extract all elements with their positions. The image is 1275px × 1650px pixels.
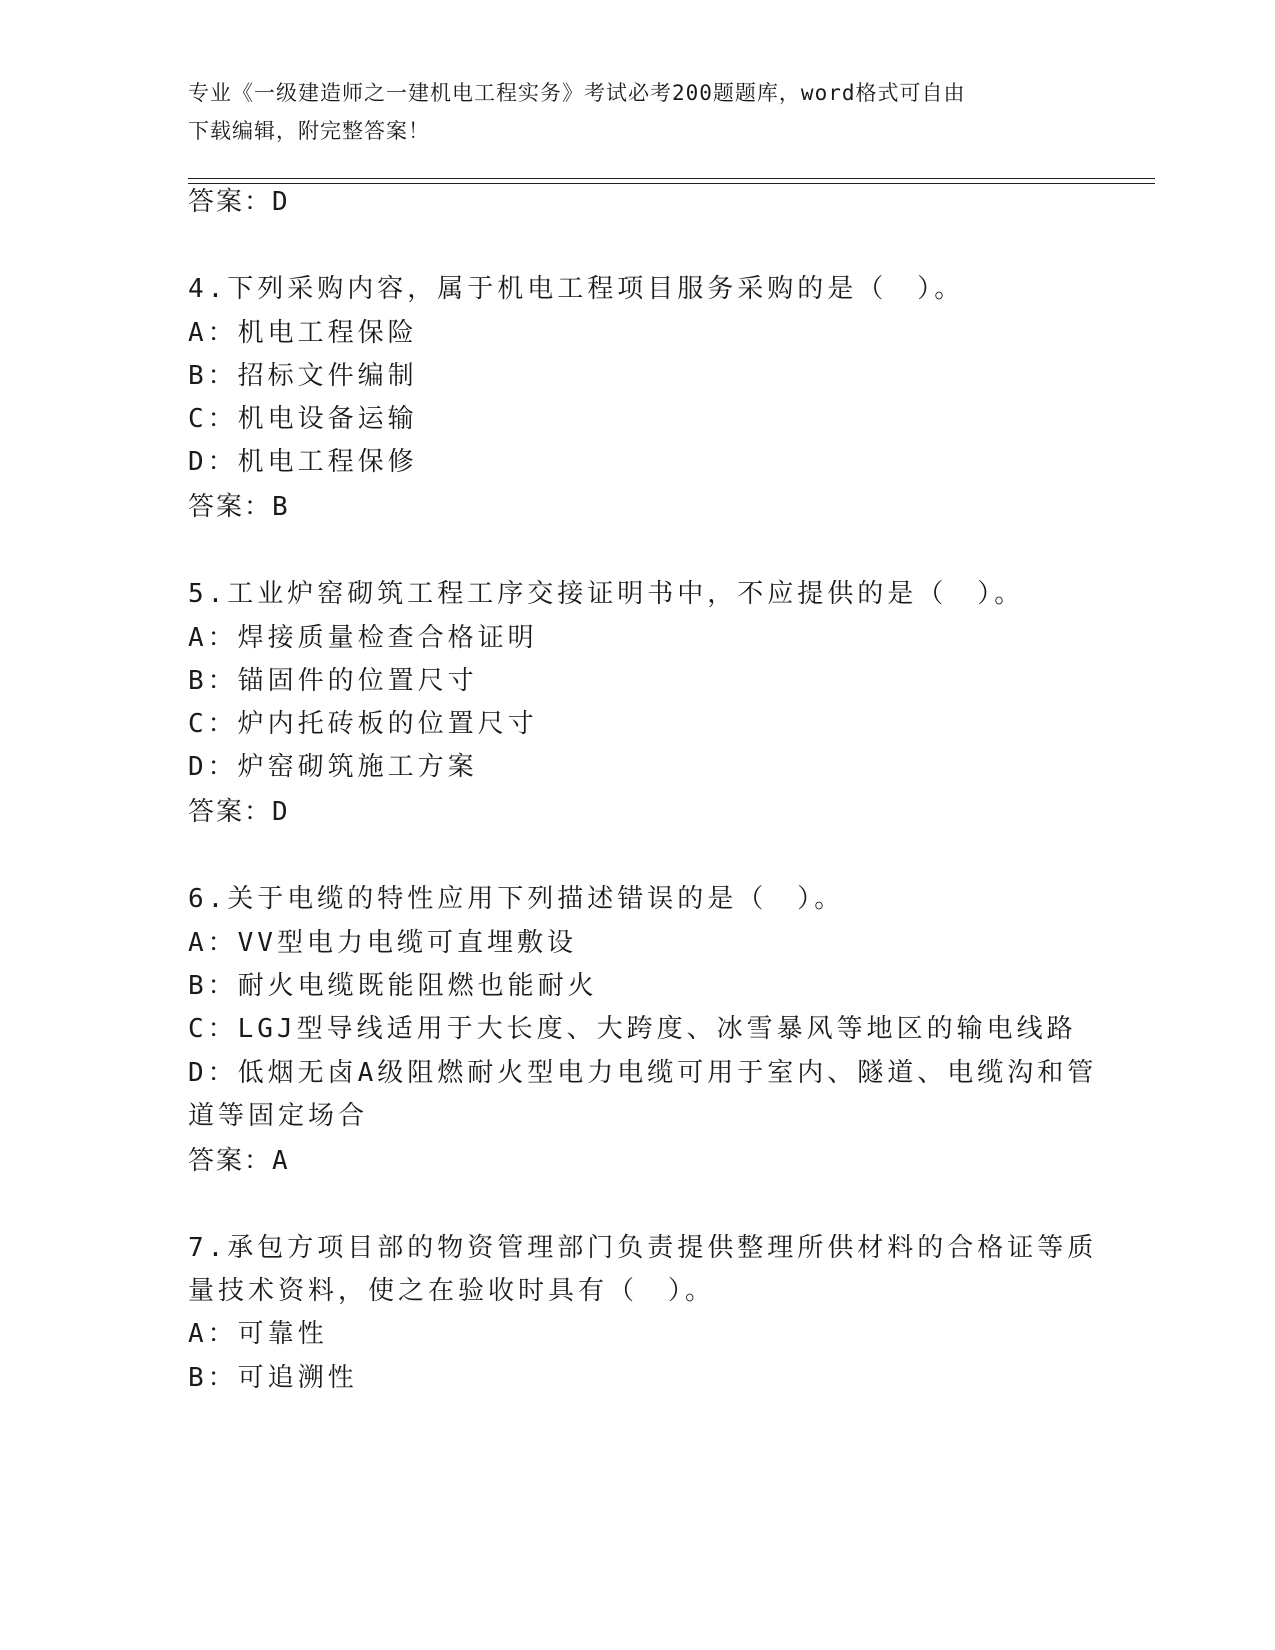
question-4-option-d: D：机电工程保修 <box>188 447 418 477</box>
question-5-answer: 答案：D <box>188 797 290 827</box>
question-4-option-a: A：机电工程保险 <box>188 318 418 348</box>
question-5-stem: 5.工业炉窑砌筑工程工序交接证明书中，不应提供的是（ ）。 <box>188 579 1025 609</box>
question-6-option-d: D：低烟无卤A级阻燃耐火型电力电缆可用于室内、隧道、电缆沟和管 <box>188 1058 1098 1088</box>
question-4-option-b: B：招标文件编制 <box>188 361 418 391</box>
question-6-option-b: B：耐火电缆既能阻燃也能耐火 <box>188 971 598 1001</box>
question-7-option-a: A：可靠性 <box>188 1319 328 1349</box>
question-6-option-a: A：VV型电力电缆可直埋敷设 <box>188 928 577 958</box>
header-divider-bottom <box>188 183 1155 184</box>
question-4-answer: 答案：B <box>188 492 290 522</box>
header-divider-top <box>188 178 1155 179</box>
question-6-option-d-continued: 道等固定场合 <box>188 1101 369 1131</box>
question-6-answer: 答案：A <box>188 1146 290 1176</box>
question-4-stem: 4.下列采购内容，属于机电工程项目服务采购的是（ ）。 <box>188 274 965 304</box>
answer-previous: 答案：D <box>188 187 290 217</box>
question-7-stem: 7.承包方项目部的物资管理部门负责提供整理所供材料的合格证等质 <box>188 1233 1098 1263</box>
header-text <box>188 74 1088 150</box>
question-5-option-c: C：炉内托砖板的位置尺寸 <box>188 709 538 739</box>
question-6-option-c: C：LGJ型导线适用于大长度、大跨度、冰雪暴风等地区的输电线路 <box>188 1014 1077 1044</box>
question-5-option-a: A：焊接质量检查合格证明 <box>188 623 538 653</box>
header-line-1: 专业《一级建造师之一建机电工程实务》考试必考200题题库，word格式可自由 <box>188 81 966 105</box>
question-5-option-b: B：锚固件的位置尺寸 <box>188 666 478 696</box>
question-7-option-b: B：可追溯性 <box>188 1363 358 1393</box>
question-6-stem: 6.关于电缆的特性应用下列描述错误的是（ ）。 <box>188 884 845 914</box>
question-7-stem-continued: 量技术资料，使之在验收时具有（ ）。 <box>188 1276 716 1306</box>
question-4-option-c: C：机电设备运输 <box>188 404 418 434</box>
question-5-option-d: D：炉窑砌筑施工方案 <box>188 752 478 782</box>
header-line-2: 下载编辑，附完整答案！ <box>188 119 430 143</box>
